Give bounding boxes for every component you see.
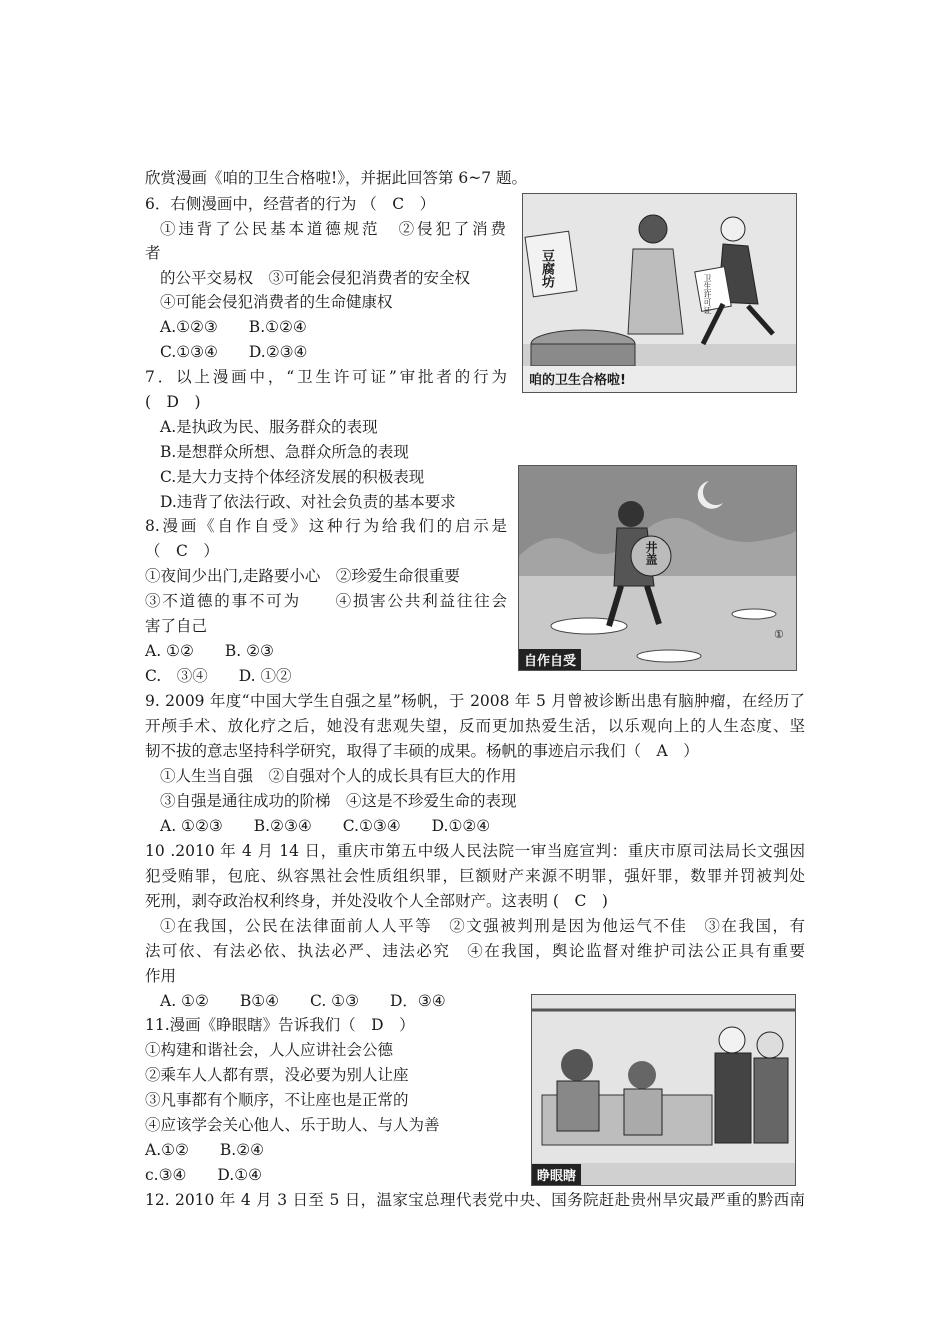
q10-line2: 犯受贿罪，包庇、纵容黑社会性质组织罪，巨额财产来源不明罪，强奸罪，数罪并罚被判处 (145, 867, 805, 885)
q7-answer: ( D ) (145, 393, 201, 411)
intro-line: 欣赏漫画《咱的卫生合格啦!》，并据此回答第 6~7 题。 (145, 169, 528, 187)
q9-choice1: ①人生当自强 ②自强对个人的成长具有巨大的作用 (160, 767, 517, 785)
q6-line1: ①违背了公民基本道德规范 ②侵犯了消费 (160, 220, 506, 238)
cartoon-blind-eye-drawing (532, 995, 795, 1185)
q10-choice3: 作用 (145, 967, 177, 985)
q11-stem: 11.漫画《睁眼瞎》告诉我们（ D ） (145, 1016, 415, 1034)
q9-choice2: ③自强是通往成功的阶梯 ④这是不珍爱生命的表现 (160, 792, 517, 810)
cartoon-hygiene-drawing (523, 194, 796, 392)
cartoon-hygiene-caption: 咱的卫生合格啦! (529, 373, 626, 388)
q11-options2: c.③④ D.①④ (145, 1166, 262, 1184)
cartoon-blind-eye (531, 994, 796, 1186)
cartoon-hygiene (522, 193, 797, 393)
q6-options2: C.①③④ D.②③④ (160, 343, 308, 361)
q7-option-a: A.是执政为民、服务群众的表现 (160, 418, 378, 436)
q8-stem: 8.漫画《自作自受》这种行为给我们的启示是 (145, 517, 507, 535)
q7-stem: 7．以上漫画中，“卫生许可证”审批者的行为 (145, 368, 507, 386)
q10-choice1: ①在我国，公民在法律面前人人平等 ②文强被判刑是因为他运气不佳 ③在我国，有 (160, 917, 805, 935)
q6-stem: 6．右侧漫画中，经营者的行为 （ C ） (145, 195, 436, 213)
cartoon-self-inflicted-mark: ① (774, 628, 784, 641)
q7-option-b: B.是想群众所想、急群众所急的表现 (160, 443, 409, 461)
q8-line2: ③不道德的事不可为 ④损害公共利益往往会 (145, 592, 507, 610)
q8-line3: 害了自己 (145, 617, 208, 635)
q10-choice2: 法可依、有法必依、执法必严、违法必究 ④在我国，舆论监督对维护司法公正具有重要 (145, 942, 805, 960)
cartoon-self-inflicted (518, 465, 797, 671)
cartoon-blind-eye-caption: 睁眼瞎 (532, 1164, 581, 1185)
q11-line4: ④应该学会关心他人、乐于助人、与人为善 (145, 1116, 440, 1134)
q10-line3: 死刑，剥夺政治权利终身，并处没收个人全部财产。这表明 ( C ) (145, 892, 608, 910)
q7-option-d: D.违背了依法行政、对社会负责的基本要求 (160, 493, 456, 511)
q6-line2: 者 (145, 244, 161, 262)
q9-line1: 9. 2009 年度“中国大学生自强之星”杨帆，于 2008 年 5 月曾被诊断出患有脑肿瘤，在经历了 (145, 692, 805, 710)
q6-line3: 的公平交易权 ③可能会侵犯消费者的安全权 (160, 269, 471, 287)
q8-options1: A. ①② B. ②③ (145, 642, 274, 660)
q8-line1: ①夜间少出门,走路要小心 ②珍爱生命很重要 (145, 567, 460, 585)
q10-line1: 10 .2010 年 4 月 14 日，重庆市第五中级人民法院一审当庭宣判：重庆市原司法局长文强因 (145, 842, 805, 860)
q7-option-c: C.是大力支持个体经济发展的积极表现 (160, 468, 425, 486)
cartoon-self-inflicted-drawing (519, 466, 796, 670)
q11-line1: ①构建和谐社会，人人应讲社会公德 (145, 1041, 394, 1059)
q11-line2: ②乘车人人都有票，没必要为别人让座 (145, 1066, 409, 1084)
q10-options: A. ①② B①④ C. ①③ D．③④ (160, 992, 446, 1010)
q9-options: A. ①②③ B.②③④ C.①③④ D.①②④ (160, 817, 491, 835)
q11-line3: ③凡事都有个顺序，不让座也是正常的 (145, 1091, 409, 1109)
q9-line2: 开颅手术、放化疗之后，她没有悲观失望，反而更加热爱生活，以乐观向上的人生态度、坚 (145, 717, 805, 735)
cartoon-self-inflicted-cover-label: 井盖 (644, 541, 658, 565)
cartoon-self-inflicted-caption: 自作自受 (519, 649, 581, 670)
cartoon-hygiene-shop-sign: 豆腐坊 (539, 249, 554, 288)
q11-options1: A.①② B.②④ (145, 1141, 265, 1159)
cartoon-hygiene-license-sign: 卫生许可证 (703, 274, 712, 314)
q9-line3: 韧不拔的意志坚持科学研究，取得了丰硕的成果。杨帆的事迹启示我们（ A ） (145, 742, 699, 760)
q12-line1: 12. 2010 年 4 月 3 日至 5 日，温家宝总理代表党中央、国务院赶赴贵州旱灾最严重的黔西南 (145, 1191, 805, 1209)
q8-options2: C. ③④ D. ①② (145, 667, 292, 685)
q6-line4: ④可能会侵犯消费者的生命健康权 (160, 293, 393, 311)
q8-answer: （ C ） (145, 542, 219, 560)
q6-options1: A.①②③ B.①②④ (160, 318, 307, 336)
